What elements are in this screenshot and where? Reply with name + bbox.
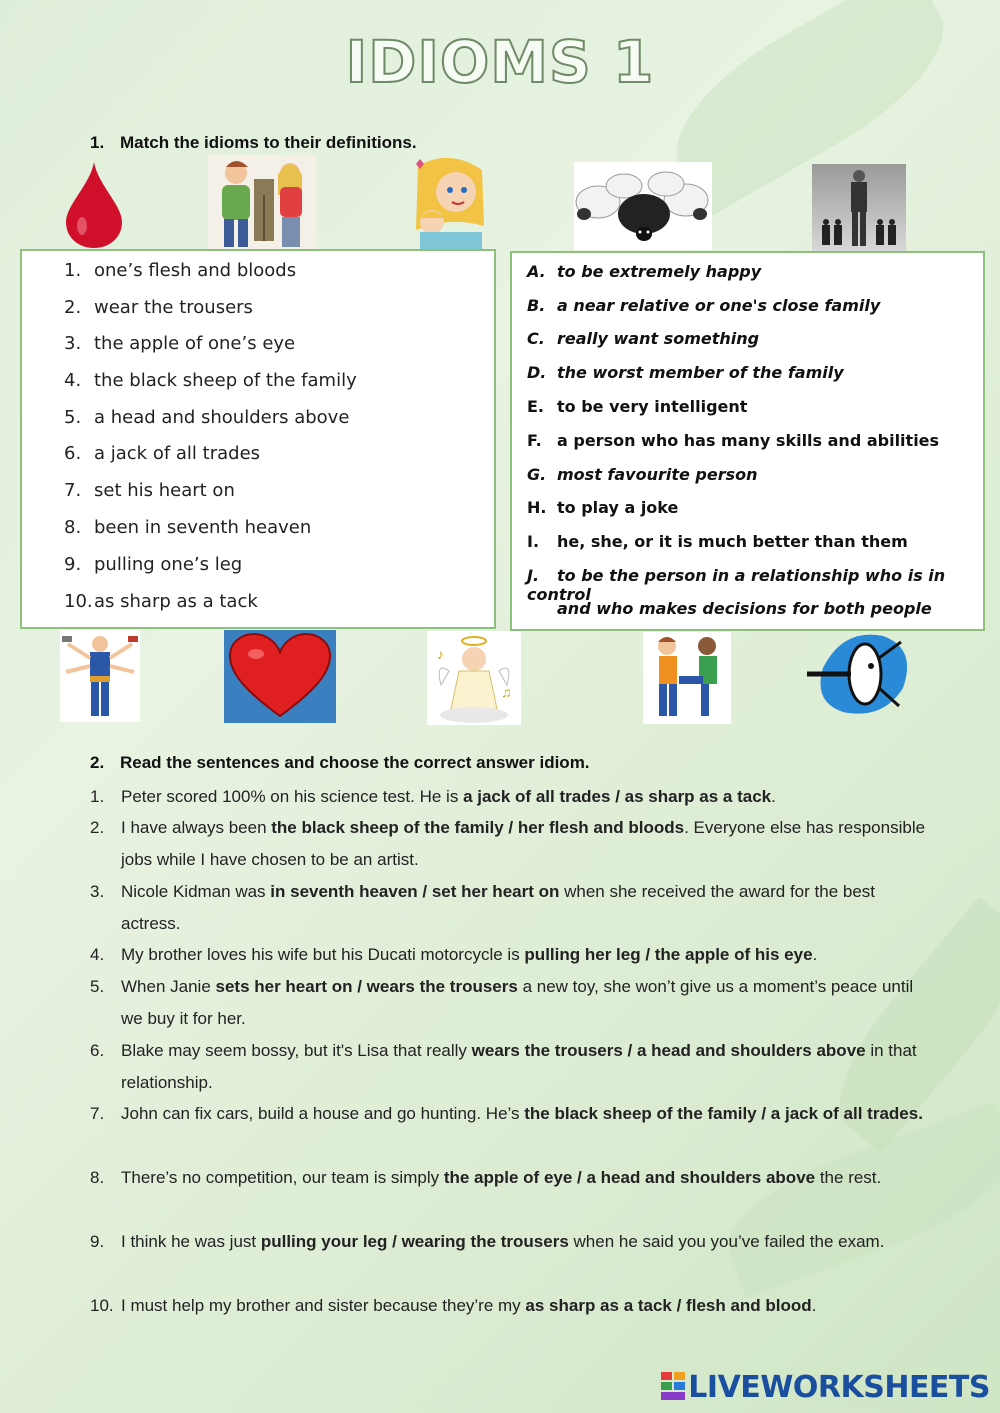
definition-letter: G. bbox=[527, 465, 547, 484]
idiom-text: the black sheep of the family bbox=[94, 370, 357, 391]
idiom-text: the apple of one’s eye bbox=[94, 333, 296, 354]
sentence-number: 2. bbox=[90, 818, 105, 837]
idiom-number: 7. bbox=[64, 480, 82, 501]
section2-number: 2. bbox=[90, 753, 105, 772]
svg-text:♫: ♫ bbox=[501, 684, 512, 700]
definition-text: really want something bbox=[557, 329, 760, 348]
idiom-text: pulling one’s leg bbox=[94, 554, 243, 575]
definition-letter: I. bbox=[527, 532, 540, 551]
sentence-item bbox=[90, 1226, 930, 1258]
definition-text: and who makes decisions for both people bbox=[557, 599, 932, 618]
definition-letter: C. bbox=[527, 329, 545, 348]
sentence-text: My brother loves his wife but his Ducati motorcycle is bbox=[121, 945, 525, 964]
logo-icon bbox=[661, 1372, 685, 1400]
idiom-text: a jack of all trades bbox=[94, 443, 261, 464]
sentence-item bbox=[90, 1290, 930, 1322]
definition-text: to be the person in a relationship who is in control bbox=[527, 566, 946, 604]
section1-heading-text: Match the idioms to their definitions. bbox=[120, 133, 417, 152]
idiom-number: 6. bbox=[64, 443, 82, 464]
sentence-item bbox=[90, 1035, 930, 1099]
answer-choice[interactable]: sets her heart on / wears the trousers bbox=[215, 977, 518, 996]
heart-image bbox=[224, 630, 336, 723]
answer-choice[interactable]: the black sheep of the family / a jack of all trades. bbox=[524, 1104, 923, 1123]
idiom-text: been in seventh heaven bbox=[94, 517, 312, 538]
sentence-text: There’s no competition, our team is simply bbox=[121, 1168, 444, 1187]
idiom-item bbox=[64, 297, 253, 318]
sentence-text: . Everyone else has responsible jobs while I have chosen to be an artist. bbox=[121, 818, 926, 869]
definition-item bbox=[527, 262, 761, 281]
sentence-text: when she received the award for the best actress. bbox=[121, 882, 876, 933]
logo-text: LIVEWORKSHEETS bbox=[688, 1370, 990, 1405]
definition-item bbox=[527, 296, 880, 315]
idiom-text: set his heart on bbox=[94, 480, 235, 501]
definition-text: a person who has many skills and abilities bbox=[557, 431, 940, 450]
idiom-item bbox=[64, 517, 311, 538]
sentence-text: Blake may seem bossy, but it's Lisa that really bbox=[121, 1041, 472, 1060]
tall-businessman-image bbox=[812, 164, 906, 252]
definition-letter: B. bbox=[527, 296, 546, 315]
definitions-box bbox=[510, 251, 985, 631]
answer-choice[interactable]: the apple of eye / a head and shoulders above bbox=[443, 1168, 816, 1187]
answer-choice[interactable]: as sharp as a tack / flesh and blood bbox=[525, 1296, 812, 1315]
background-leaf bbox=[712, 1102, 1000, 1299]
definition-text: a near relative or one's close family bbox=[557, 296, 881, 315]
sentence-text: I think he was just bbox=[121, 1232, 261, 1251]
sheep-image bbox=[574, 162, 712, 250]
answer-choice[interactable]: wears the trousers / a head and shoulders above bbox=[471, 1041, 866, 1060]
section1-number: 1. bbox=[90, 133, 105, 152]
definition-letter: D. bbox=[527, 363, 547, 382]
idiom-item bbox=[64, 591, 258, 612]
sentence-text: . bbox=[811, 1296, 817, 1315]
idiom-item bbox=[64, 554, 242, 575]
idiom-item bbox=[64, 480, 235, 501]
idiom-item bbox=[64, 260, 296, 281]
idiom-number: 10. bbox=[64, 591, 93, 612]
angel-image bbox=[427, 631, 521, 725]
idiom-item bbox=[64, 443, 260, 464]
sentence-item bbox=[90, 1162, 930, 1194]
sentence-number: 5. bbox=[90, 977, 105, 996]
sentence-text: in that relationship. bbox=[121, 1041, 917, 1092]
definition-text: to be extremely happy bbox=[557, 262, 762, 281]
sentence-number: 4. bbox=[90, 945, 105, 964]
sentence-item bbox=[90, 781, 930, 813]
definition-item bbox=[527, 599, 932, 618]
liveworksheets-logo bbox=[661, 1370, 990, 1405]
sentence-text: Nicole Kidman was bbox=[121, 882, 271, 901]
couple-trousers-image bbox=[208, 155, 316, 250]
sentence-number: 8. bbox=[90, 1168, 105, 1187]
idiom-item bbox=[64, 333, 295, 354]
definition-text: most favourite person bbox=[557, 465, 758, 484]
svg-text:♪: ♪ bbox=[437, 646, 444, 662]
sentence-number: 10. bbox=[90, 1296, 114, 1315]
blood-drop-image bbox=[62, 160, 126, 250]
sentence-text: John can fix cars, build a house and go hunting. He’s bbox=[121, 1104, 525, 1123]
idiom-number: 3. bbox=[64, 333, 82, 354]
definition-item bbox=[527, 363, 844, 382]
sentence-number: 1. bbox=[90, 787, 105, 806]
sentence-text: the rest. bbox=[815, 1168, 882, 1187]
sentence-number: 3. bbox=[90, 882, 105, 901]
idiom-number: 5. bbox=[64, 407, 82, 428]
definition-letter: H. bbox=[527, 498, 547, 517]
idiom-item bbox=[64, 370, 357, 391]
answer-choice[interactable]: in seventh heaven / set her heart on bbox=[270, 882, 560, 901]
sentence-item bbox=[90, 939, 930, 971]
section1-heading bbox=[90, 133, 417, 153]
sentence-number: 9. bbox=[90, 1232, 105, 1251]
definition-text: to be very intelligent bbox=[557, 397, 748, 416]
idiom-number: 4. bbox=[64, 370, 82, 391]
answer-choice[interactable]: a jack of all trades / as sharp as a tack bbox=[463, 787, 772, 806]
sentence-text: . bbox=[812, 945, 818, 964]
definition-text: to play a joke bbox=[557, 498, 679, 517]
idiom-number: 1. bbox=[64, 260, 82, 281]
definition-item bbox=[527, 532, 908, 551]
tack-character-image bbox=[803, 628, 917, 722]
handyman-image bbox=[60, 630, 140, 722]
definition-item bbox=[527, 397, 747, 416]
answer-choice[interactable]: pulling her leg / the apple of his eye bbox=[524, 945, 813, 964]
sentence-text: When Janie bbox=[121, 977, 216, 996]
idiom-number: 9. bbox=[64, 554, 82, 575]
definition-letter: J. bbox=[527, 566, 540, 585]
idiom-text: one’s flesh and bloods bbox=[94, 260, 297, 281]
section2-heading-text: Read the sentences and choose the correct answer idiom. bbox=[120, 753, 590, 772]
idiom-number: 8. bbox=[64, 517, 82, 538]
answer-choice[interactable]: the black sheep of the family / her flesh and bloods bbox=[271, 818, 685, 837]
definition-text: he, she, or it is much better than them bbox=[557, 532, 908, 551]
definition-item bbox=[527, 431, 939, 450]
section2-heading bbox=[90, 753, 590, 773]
sentence-number: 7. bbox=[90, 1104, 105, 1123]
sentence-item bbox=[90, 812, 930, 876]
boys-pulling-leg-image bbox=[643, 632, 731, 724]
sentence-text: . bbox=[771, 787, 776, 806]
sentence-text: a new toy, she won’t give us a moment’s peace until we buy it for her. bbox=[121, 977, 914, 1028]
sentence-text: I have always been bbox=[121, 818, 272, 837]
mother-child-image bbox=[410, 156, 490, 250]
page-title: IDIOMS 1 bbox=[345, 28, 655, 96]
definition-item bbox=[527, 498, 678, 517]
idiom-text: a head and shoulders above bbox=[94, 407, 350, 428]
sentence-number: 6. bbox=[90, 1041, 105, 1060]
sentence-item bbox=[90, 1098, 930, 1130]
definition-letter: E. bbox=[527, 397, 545, 416]
sentence-item bbox=[90, 971, 930, 1035]
idioms-box bbox=[20, 249, 496, 629]
sentence-item bbox=[90, 876, 930, 940]
idiom-text: as sharp as a tack bbox=[94, 591, 258, 612]
answer-choice[interactable]: pulling your leg / wearing the trousers bbox=[260, 1232, 569, 1251]
idiom-number: 2. bbox=[64, 297, 82, 318]
definition-item bbox=[527, 465, 758, 484]
definition-item bbox=[527, 329, 759, 348]
definition-letter: A. bbox=[527, 262, 546, 281]
definition-text: the worst member of the family bbox=[557, 363, 844, 382]
sentence-text: I must help my brother and sister because they’re my bbox=[121, 1296, 526, 1315]
sentence-text: when he said you you’ve failed the exam. bbox=[568, 1232, 885, 1251]
idiom-item bbox=[64, 407, 349, 428]
definition-letter: F. bbox=[527, 431, 542, 450]
idiom-text: wear the trousers bbox=[94, 297, 253, 318]
sentence-text: Peter scored 100% on his science test. He is bbox=[121, 787, 464, 806]
